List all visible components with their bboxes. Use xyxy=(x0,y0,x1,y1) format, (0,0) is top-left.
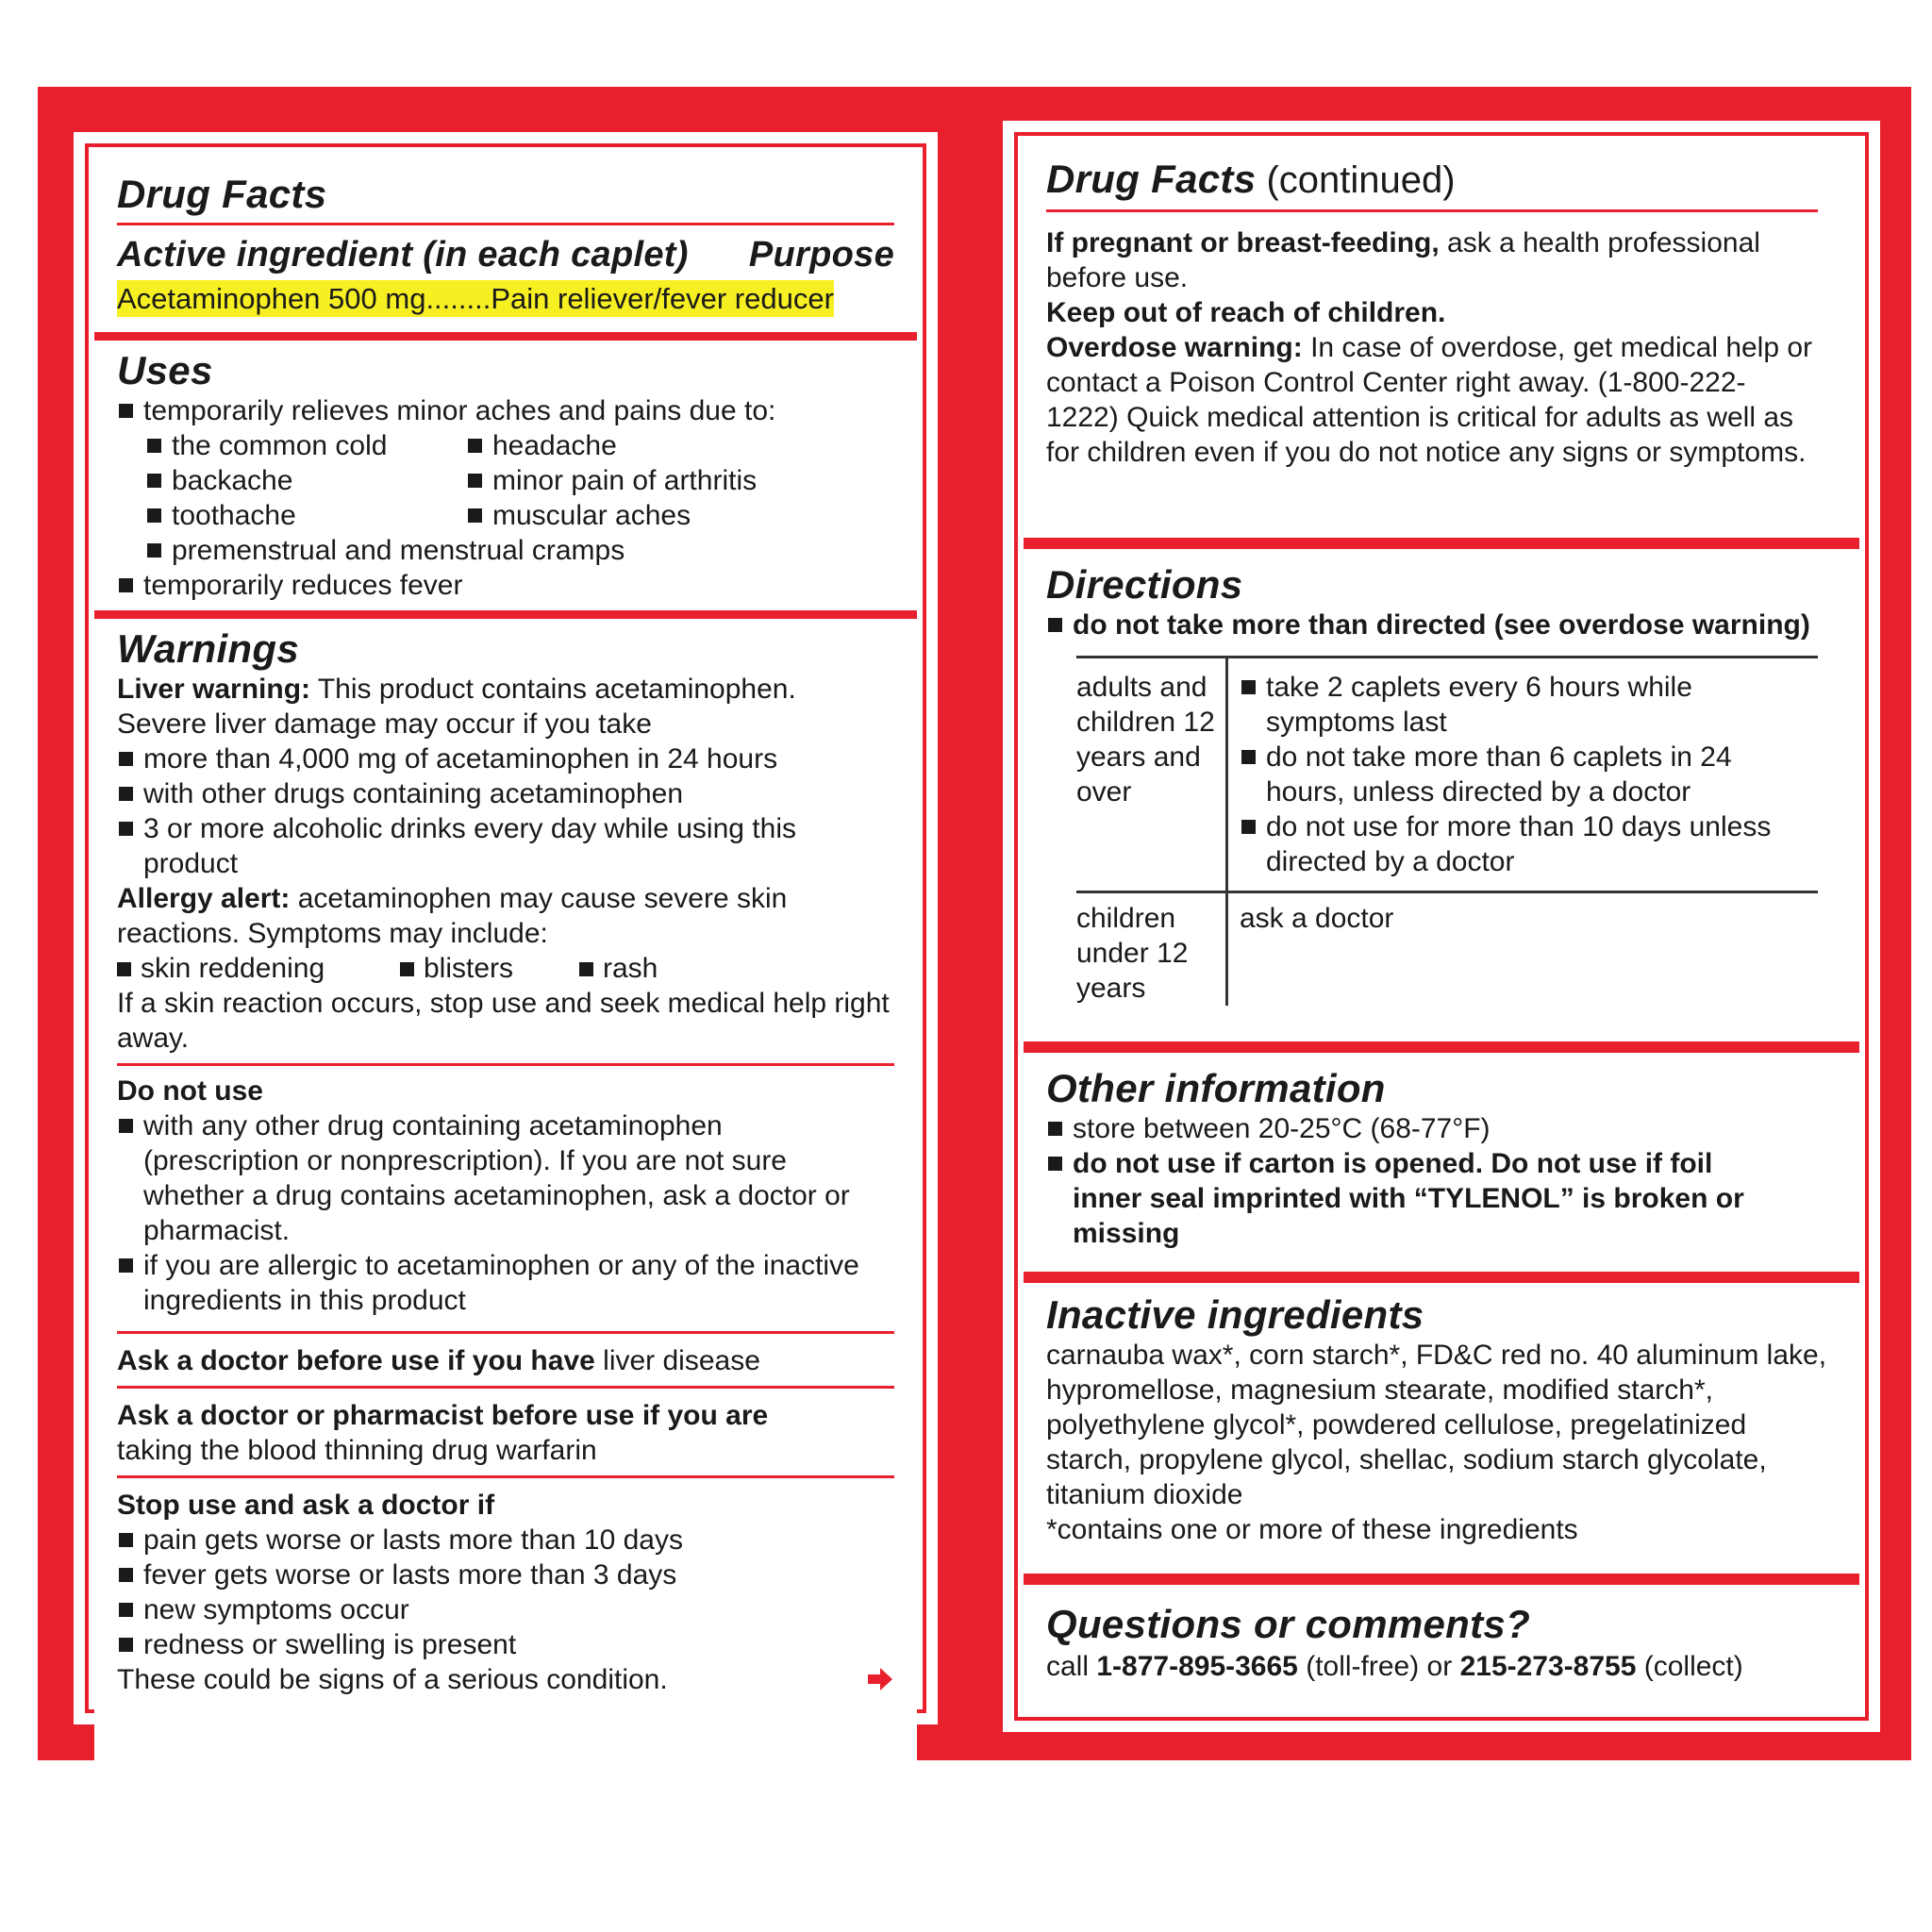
inactive-ingredients-section xyxy=(1024,1283,1859,1574)
warnings-heading: Warnings xyxy=(117,626,299,671)
symptom-item: blisters xyxy=(424,953,514,984)
use-item: toothache xyxy=(145,498,466,533)
uses-intro: temporarily relieves minor aches and pains due to: xyxy=(117,393,894,428)
stop-use-item: fever gets worse or lasts more than 3 days xyxy=(117,1557,894,1592)
overdose-warning-label: Overdose warning: xyxy=(1046,332,1303,363)
ask-doctor-text: liver disease xyxy=(594,1345,760,1376)
ask-pharmacist-text: taking the blood thinning drug warfarin xyxy=(117,1435,597,1466)
serious-condition-text: These could be signs of a serious condition. xyxy=(117,1664,668,1695)
use-item: minor pain of arthritis xyxy=(466,463,757,498)
carton-warning: do not use if carton is opened. Do not use if foil inner seal imprinted with “TYLENOL” is broken or missing xyxy=(1046,1146,1771,1251)
liver-item: more than 4,000 mg of acetaminophen in 24 hours xyxy=(117,741,894,776)
drug-facts-title: Drug Facts xyxy=(117,172,327,216)
inactive-ingredients-heading: Inactive ingredients xyxy=(1046,1292,1424,1337)
tollfree-number: 1-877-895-3665 xyxy=(1096,1651,1298,1682)
collect-number: 215-273-8755 xyxy=(1459,1651,1637,1682)
skin-reaction-text: If a skin reaction occurs, stop use and seek medical help right away. xyxy=(117,988,890,1054)
questions-heading: Questions or comments? xyxy=(1046,1602,1531,1646)
uses-section xyxy=(94,341,917,610)
collect-label: (collect) xyxy=(1636,1651,1743,1682)
title-divider xyxy=(117,223,894,225)
ask-doctor-label: Ask a doctor before use if you have xyxy=(117,1345,595,1376)
active-ingredient-heading: Active ingredient (in each caplet) xyxy=(117,235,689,275)
active-ingredient-line: Acetaminophen 500 mg........Pain reliever/fever reducer xyxy=(117,282,834,315)
drug-facts-left-panel xyxy=(74,132,938,1724)
dosage-age-adults: adults and children 12 years and over xyxy=(1076,672,1215,808)
pregnant-label: If pregnant or breast-feeding, xyxy=(1046,227,1440,258)
stop-use-item: new symptoms occur xyxy=(117,1592,894,1627)
inactive-ingredients-note: *contains one or more of these ingredients xyxy=(1046,1514,1578,1545)
do-not-use-item: with any other drug containing acetaminophen (prescription or nonprescription). If you are not sure whether a drug contains acetaminophen, ask a doctor or pharmacist. xyxy=(117,1108,879,1248)
stop-use-item: pain gets worse or lasts more than 10 days xyxy=(117,1523,894,1557)
directions-section xyxy=(1024,549,1859,1041)
symptom-item: rash xyxy=(603,953,658,984)
liver-item: with other drugs containing acetaminophen xyxy=(117,776,894,811)
continue-arrow-icon xyxy=(866,1666,894,1692)
pregnant-text: ask a health professional before use. xyxy=(1046,227,1760,293)
dosage-children-text: ask a doctor xyxy=(1240,903,1394,934)
do-not-use-item: if you are allergic to acetaminophen or any of the inactive ingredients in this product xyxy=(117,1248,860,1318)
use-item: the common cold xyxy=(145,428,466,463)
symptom-item: skin reddening xyxy=(141,953,325,984)
liver-warning-text2: Severe liver damage may occur if you take xyxy=(117,708,652,740)
use-fever: temporarily reduces fever xyxy=(117,568,894,603)
dosage-item: do not use for more than 10 days unless directed by a doctor xyxy=(1240,809,1806,879)
purpose-heading: Purpose xyxy=(748,235,894,275)
liver-warning-label: Liver warning: xyxy=(117,674,311,705)
dosage-age-children: children under 12 years xyxy=(1076,903,1189,1004)
warnings-section xyxy=(94,619,917,1836)
directions-table xyxy=(1076,656,1818,1006)
allergy-alert-text: acetaminophen may cause severe skin reactions. Symptoms may include: xyxy=(117,883,788,949)
inactive-ingredients-text: carnauba wax*, corn starch*, FD&C red no. 40 aluminum lake, hypromellose, magnesium stearate, modified starch*, polyethylene glycol*, powdered cellulose, pregelatinized starch, propylene glycol, shellac, sodium starch glycolate, titanium dioxide xyxy=(1046,1340,1827,1510)
use-item: premenstrual and menstrual cramps xyxy=(145,533,894,568)
other-information-heading: Other information xyxy=(1046,1066,1386,1110)
call-label: call xyxy=(1046,1651,1097,1682)
allergy-alert-label: Allergy alert: xyxy=(117,883,291,914)
dosage-item: do not take more than 6 caplets in 24 hours, unless directed by a doctor xyxy=(1240,740,1806,809)
liver-warning-text: This product contains acetaminophen. xyxy=(310,674,796,705)
directions-heading: Directions xyxy=(1046,562,1243,607)
uses-heading: Uses xyxy=(117,348,213,392)
continued-label: (continued) xyxy=(1256,159,1456,201)
other-information-section xyxy=(1024,1053,1859,1272)
continued-section xyxy=(1024,142,1859,538)
use-item: headache xyxy=(466,428,757,463)
overdose-warning-text: In case of overdose, get medical help or contact a Poison Control Center right away. (1-800-222-1222) Quick medical attention is critical for adults as well as for children even if you do not notice any signs or symptoms. xyxy=(1046,332,1813,468)
dosage-item: take 2 caplets every 6 hours while symptoms last xyxy=(1240,670,1806,740)
liver-item: 3 or more alcoholic drinks every day while using this product xyxy=(117,811,860,881)
do-not-use-heading: Do not use xyxy=(117,1075,263,1107)
storage-info: store between 20-25°C (68-77°F) xyxy=(1046,1111,1803,1146)
directions-intro: do not take more than directed (see overdose warning) xyxy=(1046,608,1818,642)
drug-facts-continued-title: Drug Facts xyxy=(1046,157,1257,201)
tollfree-label: (toll-free) or xyxy=(1297,1651,1460,1682)
drug-facts-right-panel xyxy=(1003,121,1880,1732)
use-item: backache xyxy=(145,463,466,498)
keep-out-of-reach: Keep out of reach of children. xyxy=(1046,297,1446,328)
ask-pharmacist-label: Ask a doctor or pharmacist before use if you are xyxy=(117,1400,769,1431)
active-ingredient-section xyxy=(94,153,917,332)
stop-use-heading: Stop use and ask a doctor if xyxy=(117,1490,495,1521)
use-item: muscular aches xyxy=(466,498,757,533)
questions-section xyxy=(1024,1585,1859,1711)
stop-use-item: redness or swelling is present xyxy=(117,1627,894,1662)
